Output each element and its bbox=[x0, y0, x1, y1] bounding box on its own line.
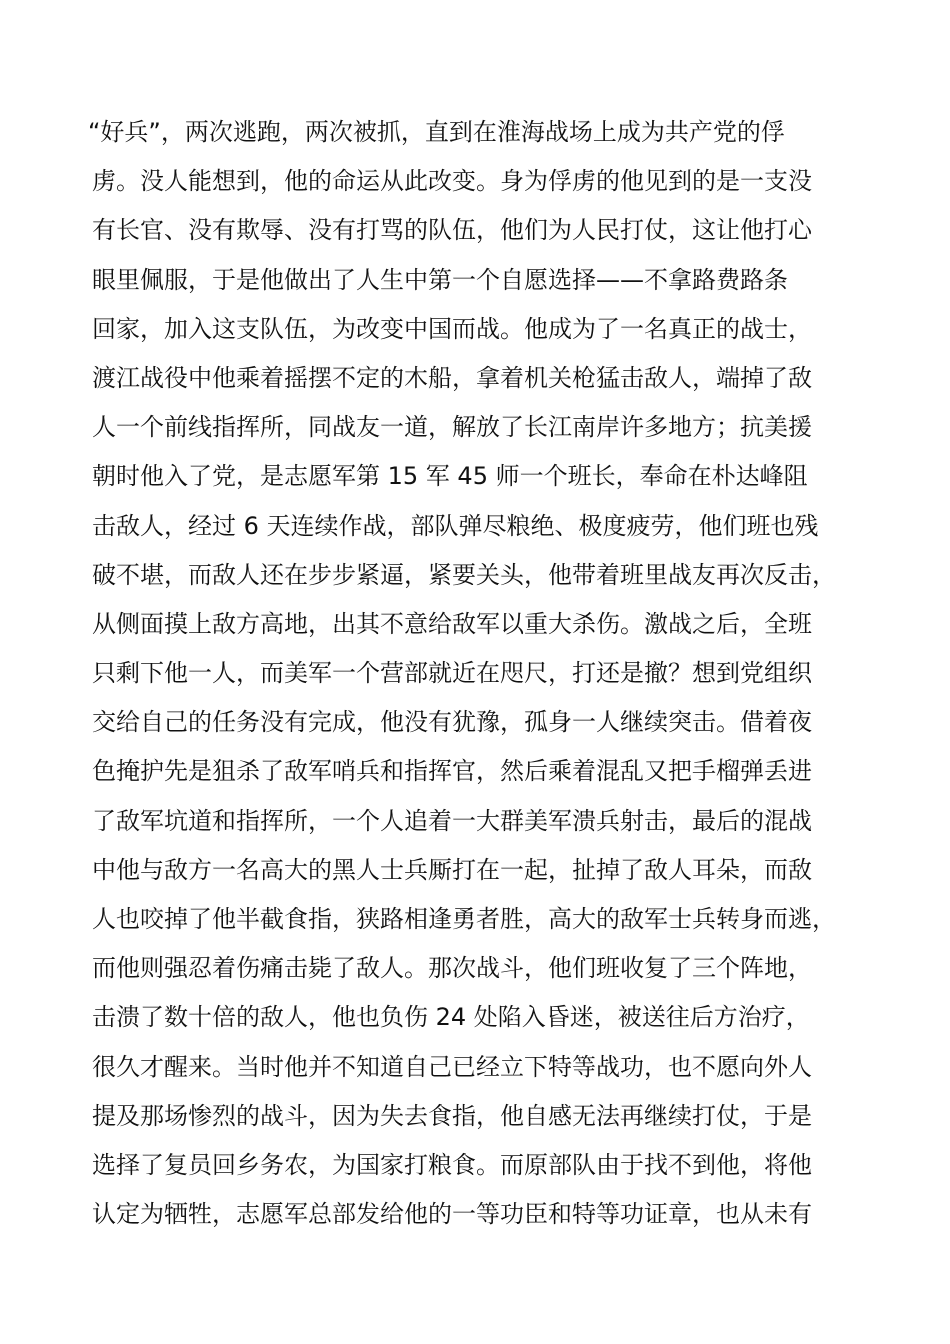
text-line: 很久才醒来。当时他并不知道自己已经立下特等战功，也不愿向外人 bbox=[92, 1052, 812, 1081]
body-paragraph bbox=[88, 108, 892, 1239]
text-line: 色掩护先是狙杀了敌军哨兵和指挥官，然后乘着混乱又把手榴弹丢进 bbox=[92, 757, 812, 786]
text-line: 人一个前线指挥所，同战友一道，解放了长江南岸许多地方；抗美援 bbox=[92, 413, 812, 442]
text-line: 中他与敌方一名高大的黑人士兵厮打在一起，扯掉了敌人耳朵，而敌 bbox=[92, 855, 812, 884]
text-line: 认定为牺牲，志愿军总部发给他的一等功臣和特等功证章，也从未有 bbox=[92, 1200, 812, 1229]
text-line: 眼里佩服，于是他做出了人生中第一个自愿选择——不拿路费路条 bbox=[92, 265, 788, 294]
text-line: 而他则强忍着伤痛击毙了敌人。那次战斗，他们班收复了三个阵地， bbox=[92, 954, 812, 983]
text-line: 只剩下他一人，而美军一个营部就近在咫尺，打还是撤？想到党组织 bbox=[92, 659, 812, 688]
text-line: 击溃了数十倍的敌人，他也负伤 24 处陷入昏迷，被送往后方治疗， bbox=[92, 1003, 810, 1032]
text-line: 了敌军坑道和指挥所，一个人追着一大群美军溃兵射击，最后的混战 bbox=[92, 806, 812, 835]
text-line: “好兵”，两次逃跑，两次被抓，直到在淮海战场上成为共产党的俘 bbox=[88, 118, 785, 146]
text-line: 渡江战役中他乘着摇摆不定的木船，拿着机关枪猛击敌人，端掉了敌 bbox=[92, 363, 812, 392]
text-line: 有长官、没有欺辱、没有打骂的队伍，他们为人民打仗，这让他打心 bbox=[92, 216, 812, 245]
text-line: 虏。没人能想到，他的命运从此改变。身为俘虏的他见到的是一支没 bbox=[92, 167, 812, 196]
text-line: 从侧面摸上敌方高地，出其不意给敌军以重大杀伤。激战之后，全班 bbox=[92, 609, 812, 638]
text-line: 回家，加入这支队伍，为改变中国而战。他成为了一名真正的战士， bbox=[92, 314, 812, 343]
text-line: 交给自己的任务没有完成，他没有犹豫，孤身一人继续突击。借着夜 bbox=[92, 708, 812, 737]
text-line: 击敌人，经过 6 天连续作战，部队弹尽粮绝、极度疲劳，他们班也残 bbox=[92, 511, 819, 540]
text-line: 选择了复员回乡务农，为国家打粮食。而原部队由于找不到他，将他 bbox=[92, 1150, 812, 1179]
text-line: 朝时他入了党，是志愿军第 15 军 45 师一个班长，奉命在朴达峰阻 bbox=[92, 462, 808, 491]
text-line: 人也咬掉了他半截食指，狭路相逢勇者胜，高大的敌军士兵转身而逃， bbox=[92, 905, 836, 933]
text-line: 破不堪，而敌人还在步步紧逼，紧要关头，他带着班里战友再次反击， bbox=[92, 560, 836, 589]
text-line: 提及那场惨烈的战斗，因为失去食指，他自感无法再继续打仗，于是 bbox=[92, 1101, 812, 1130]
